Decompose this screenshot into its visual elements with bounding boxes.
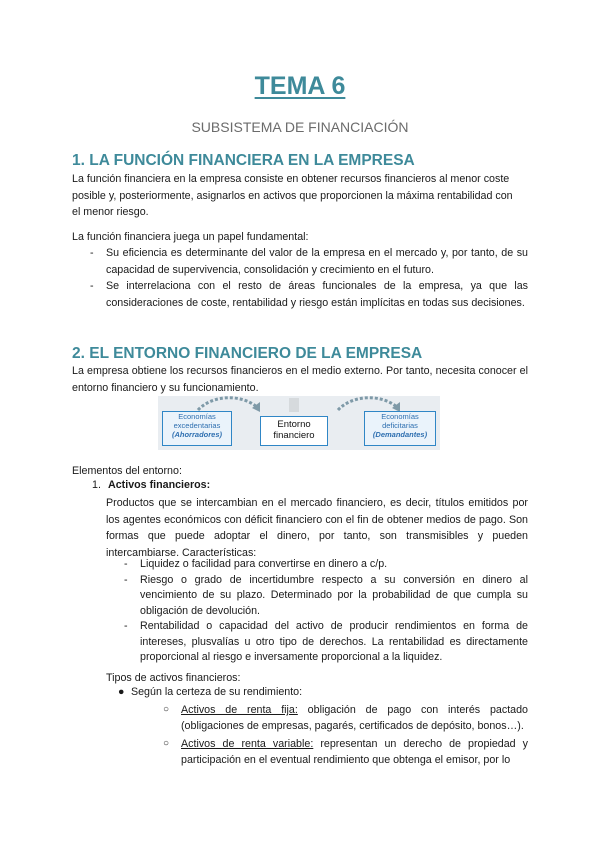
diagram-box-text: Entorno — [277, 419, 311, 430]
types-label: Tipos de activos financieros: — [106, 672, 241, 684]
diagram-box-text: Economías — [178, 412, 216, 421]
characteristics-list — [122, 557, 528, 666]
section2-heading: 2. EL ENTORNO FINANCIERO DE LA EMPRESA — [72, 345, 423, 362]
list-item: - Se interrelaciona con el resto de áreas funcionales de la empresa, ya que las consideraciones de coste, rentabilidad y riesgo están implícitas en todas sus decisiones. — [88, 278, 528, 311]
item-number: 1. — [92, 479, 101, 491]
financial-environment-diagram — [158, 396, 440, 450]
list-item — [161, 736, 528, 768]
elements-label: Elementos del entorno: — [72, 465, 182, 477]
diagram-box-text: (Ahorradores) — [171, 430, 222, 439]
bullet-icon: ● — [118, 686, 125, 698]
section1-intro — [72, 171, 528, 221]
diagram-box-demanders — [364, 411, 436, 446]
section1-heading: 1. LA FUNCIÓN FINANCIERA EN LA EMPRESA — [72, 152, 415, 169]
diagram-box-text: Economías — [381, 412, 419, 421]
section1-intro-line: La función financiera en la empresa consiste en obtener recursos financieros al menor coste — [72, 173, 510, 185]
asset-type-text: representan un derecho de propiedad y participación en el eventual rendimiento que obtenga el emisor, por lo — [181, 738, 529, 766]
diagram-box-text: deficitarias — [382, 421, 418, 430]
list-item — [161, 702, 528, 734]
asset-type-name: Activos de renta fija: — [181, 704, 298, 716]
list-item: - Su eficiencia es determinante del valor de la empresa en el mercado y, por tanto, de su capacidad de supervivencia, consolidación y crecimiento en el futuro. — [88, 245, 528, 278]
page-title: TEMA 6 — [254, 72, 346, 100]
list-item: - Rentabilidad o capacidad del activo de producir rendimientos en forma de intereses, plusvalías u otro tipo de derechos. La rentabilidad es directamente proporcional al riesgo e inversamente proporcional a la liquidez. — [122, 619, 528, 666]
list-item: - Liquidez o facilidad para convertirse en dinero a c/p. — [122, 557, 528, 573]
diagram-box-environment — [260, 416, 328, 446]
criterion-line — [118, 686, 302, 698]
diagram-box-text: excedentarias — [173, 421, 221, 430]
list-item: - Riesgo o grado de incertidumbre respecto a su conversión en dinero al vencimiento de su plazo. Determinado por la probabilidad de que cumpla su obligación de devolución. — [122, 573, 528, 620]
diagram-box-text: (Demandantes) — [372, 430, 428, 439]
section1-points — [88, 245, 528, 311]
diagram-box-text: financiero — [273, 430, 315, 441]
numbered-item-title — [92, 479, 210, 491]
asset-type-name: Activos de renta variable: — [181, 738, 314, 750]
section2-intro: La empresa obtiene los recursos financieros en el medio externo. Por tanto, necesita conocer el entorno financiero y su funcionamiento. — [72, 365, 528, 394]
section1-intro-line: el menor riesgo. — [72, 206, 149, 218]
section1-lead: La función financiera juega un papel fundamental: — [72, 231, 309, 243]
criterion-text: Según la certeza de su rendimiento: — [130, 686, 303, 698]
item-description: Productos que se intercambian en el mercado financiero, es decir, títulos emitidos por los agentes económicos con déficit financiero con el fin de obtener medios de pago. Son formas que puede adoptar el dinero, por tanto, son transmisibles y pueden intercambiarse. Características: — [106, 497, 528, 559]
asset-types-list — [161, 702, 528, 770]
diagram-box-savers — [162, 411, 232, 446]
asset-type-text: obligación de pago con interés pactado (obligaciones de empresas, pagarés, certificados de depósito, bonos…). — [181, 704, 528, 732]
page-subtitle: SUBSISTEMA DE FINANCIACIÓN — [191, 119, 409, 135]
item-title: Activos financieros: — [108, 479, 211, 491]
section1-intro-line: posible y, posteriormente, asignarlos en activos que proporcionen la máxima rentabilidad con — [72, 189, 513, 202]
